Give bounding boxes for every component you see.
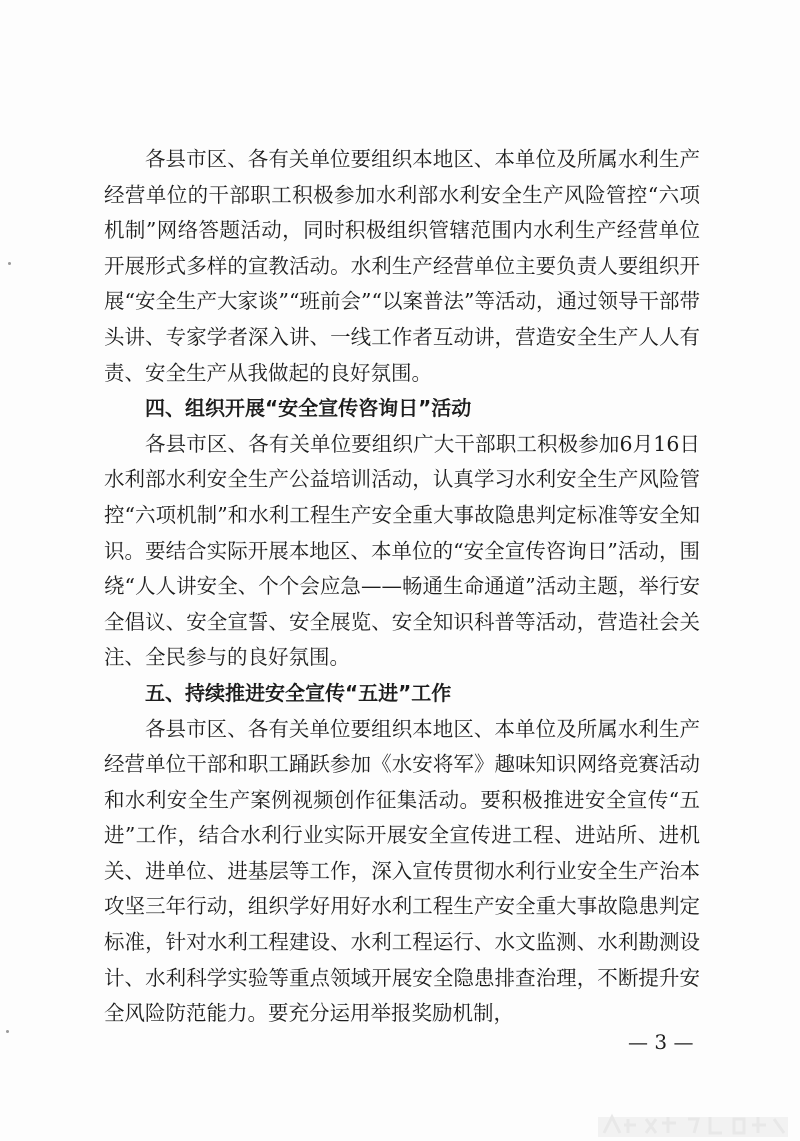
paragraph-consultation-day: 各县市区、各有关单位要组织广大干部职工积极参加6月16日水利部水利安全生产公益培训活动，认真学习水利安全生产风险管控“六项机制”和水利工程生产安全重大事故隐患判定标准等安全知识。要结合实际开展本地区、本单位的“安全宣传咨询日”活动，围绕“人人讲安全、个个会应急——畅通生命通道”活动主题，举行安全倡议、安全宣誓、安全展览、安全知识科普等活动，营造社会关注、全民参与的良好氛围。 [104, 431, 700, 670]
watermark-logo [598, 1111, 788, 1137]
paragraph-activities: 各县市区、各有关单位要组织本地区、本单位及所属水利生产经营单位的干部职工积极参加水利部水利安全生产风险管控“六项机制”网络答题活动，同时积极组织管辖范围内水利生产经营单位开展形式多样的宣教活动。水利生产经营单位主要负责人要组织开展“安全生产大家谈”“班前会”“以案普法”等活动，通过领导干部带头讲、专家学者深入讲、一线工作者互动讲，营造安全生产人人有责、安全生产从我做起的良好氛围。 [104, 147, 700, 385]
heading-section-5: 五、持续推进安全宣传“五进”工作 [145, 680, 452, 705]
page-number: — 3 — [628, 1030, 694, 1054]
heading-section-4: 四、组织开展“安全宣传咨询日”活动 [145, 396, 472, 421]
document-body [104, 142, 700, 1032]
scan-speck [8, 262, 11, 265]
paragraph-five-entries: 各县市区、各有关单位要组织本地区、本单位及所属水利生产经营单位干部和职工踊跃参加《水安将军》趣味知识网络竞赛活动和水利安全生产案例视频创作征集活动。要积极推进安全宣传“五进”工作，结合水利行业实际开展安全宣传进工程、进站所、进机关、进单位、进基层等工作，深入宣传贯彻水利行业安全生产治本攻坚三年行动，组织学好用好水利工程生产安全重大事故隐患判定标准，针对水利工程建设、水利工程运行、水文监测、水利勘测设计、水利科学实验等重点领域开展安全隐患排查治理，不断提升安全风险防范能力。要充分运用举报奖励机制， [104, 716, 700, 1026]
scan-speck [6, 1030, 9, 1033]
